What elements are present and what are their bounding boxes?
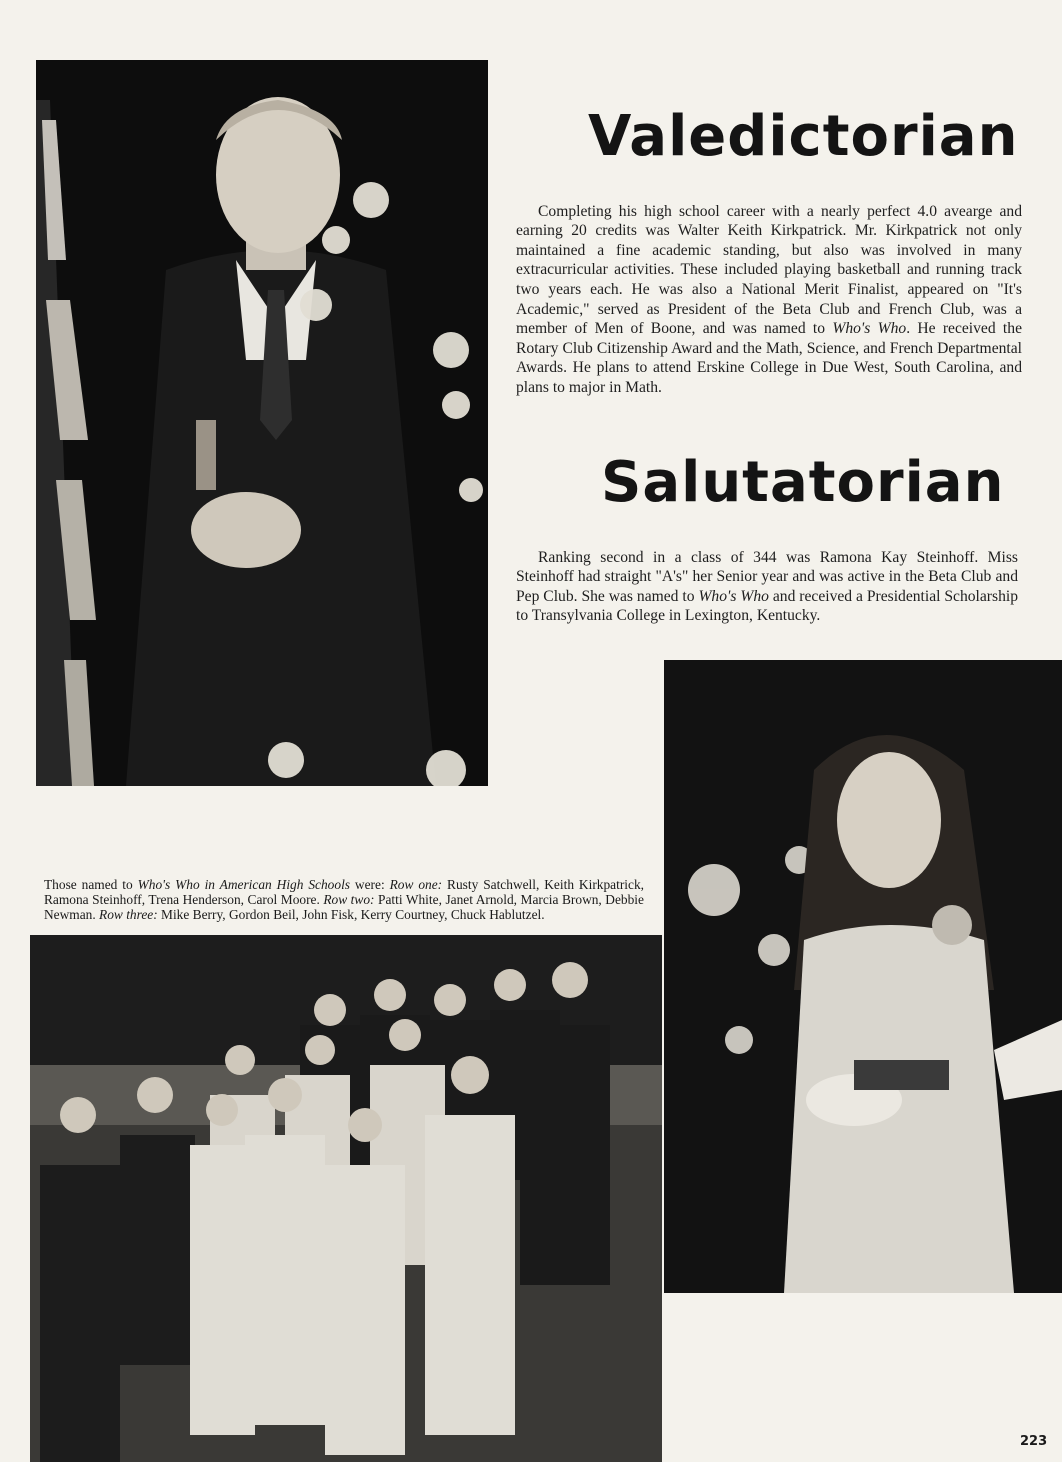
- caption-row-two-names: Patti White, Janet Arnold, Marcia Brown, Debbie Newman.: [44, 891, 644, 922]
- group-photo: [30, 935, 662, 1462]
- caption-row-three-names: Mike Berry, Gordon Beil, John Fisk, Kerry Courtney, Chuck Hablutzel.: [157, 906, 545, 922]
- caption-row-one-label: Row one:: [389, 877, 443, 893]
- caption-row-one-names: Rusty Satchwell, Keith Kirkpatrick, Ramona Steinhoff, Trena Henderson, Carol Moore.: [44, 877, 644, 907]
- valedictorian-heading: Valedictorian: [588, 104, 1019, 169]
- caption-row-two-label: Row two:: [323, 891, 375, 907]
- group-photo-caption: [44, 878, 644, 922]
- page-number: 223: [1020, 1434, 1048, 1449]
- caption-row-three-label: Row three:: [99, 906, 158, 922]
- caption-part-intro: Those named to: [44, 877, 138, 893]
- valedictorian-paragraph: [516, 202, 1022, 398]
- valedictorian-photo: [36, 60, 488, 786]
- caption-part-title: Who's Who in American High Schools: [137, 877, 351, 893]
- valedictorian-text-1: Completing his high school career with a nearly perfect 4.0 avearge and earning 20 credits was Walter Keith Kirkpatrick. Mr. Kirkpatrick not only maintained a fine academic standing, but also was involved in many extracurricular activities. These included playing basketball and running track two years each. He was also a National Merit Finalist, appeared on "It's Academic," served as President of the Beta Club and French Club, was a member of Men of Boone, and was named to: [516, 202, 1022, 338]
- salutatorian-text-2: and received a Presidential Scholarship to Transylvania College in Lexington, Kentucky.: [516, 587, 1018, 625]
- salutatorian-paragraph: [516, 548, 1018, 626]
- valedictorian-text-2: . He received the Rotary Club Citizenship Award and the Math, Science, and French Departmental Awards. He plans to attend Erskine College in Due West, South Carolina, and plans to major in Math.: [516, 320, 1022, 396]
- salutatorian-text-whos-who: Who's Who: [698, 587, 769, 605]
- valedictorian-photo-illustration: [36, 60, 488, 786]
- salutatorian-photo-illustration: [664, 660, 1062, 1293]
- salutatorian-photo: [664, 660, 1062, 1293]
- group-photo-illustration: [30, 935, 662, 1462]
- valedictorian-text-whos-who: Who's Who: [832, 320, 907, 338]
- salutatorian-text-1: Ranking second in a class of 344 was Ramona Kay Steinhoff. Miss Steinhoff had straight "A's" her Senior year and was active in the Beta Club and Pep Club. She was named to: [516, 548, 1018, 605]
- caption-part-were: were:: [350, 877, 390, 893]
- salutatorian-heading: Salutatorian: [601, 450, 1005, 515]
